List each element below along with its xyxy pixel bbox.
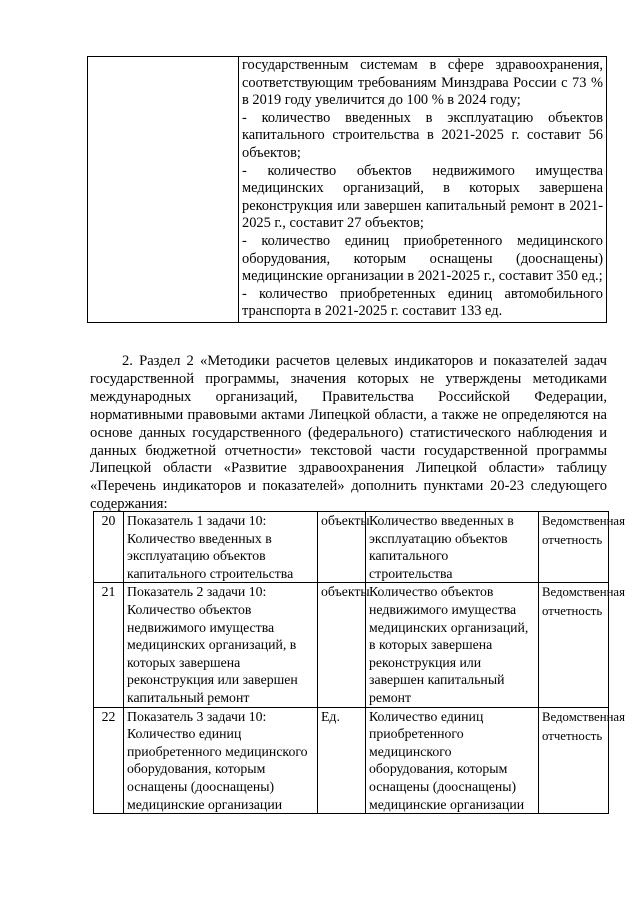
indicator-definition: Количество единиц приобретенного медицинского оборудования, которым оснащены (дооснащены) медицинские организации <box>366 707 539 814</box>
text-line: - количество объектов недвижимого имущества медицинских организаций, в которых завершена реконструкция или завершен капитальный ремонт в 2021-2025 г., составит 27 объектов; <box>242 162 603 232</box>
amendment-paragraph: 2. Раздел 2 «Методики расчетов целевых индикаторов и показателей задач государственной программы, значения которых не утверждены методиками международных организаций, Правительства Российской Федерации, нормативными правовыми актами Липецкой области, а также не определяются на основе данных государственного (федерального) статистического наблюдения и данных бюджетной отчетности» текстовой части государственной программы Липецкой области «Развитие здравоохранения Липецкой области» таблицу «Перечень индикаторов и показателей» дополнить пунктами 20-23 следующего содержания: <box>90 353 607 513</box>
table-row <box>94 512 609 583</box>
indicator-source: Ведомственная отчетность <box>539 707 609 814</box>
indicator-name: Показатель 1 задачи 10: Количество введенных в эксплуатацию объектов капитального строительства <box>124 512 318 583</box>
indicator-unit: объекты <box>318 583 366 707</box>
text-line: - количество приобретенных единиц автомобильного транспорта в 2021-2025 г. составит 133 ед. <box>242 285 603 320</box>
table-row <box>94 707 609 814</box>
indicator-unit: объекты <box>318 512 366 583</box>
row-number: 20 <box>94 512 124 583</box>
top-table-text-cell <box>239 57 607 323</box>
text-line: государственным системам в сфере здравоохранения, соответствующим требованиям Минздрава России с 73 % в 2019 году увеличится до 100 % в 2024 году; <box>242 57 603 109</box>
row-number: 22 <box>94 707 124 814</box>
indicator-source: Ведомственная отчетность <box>539 583 609 707</box>
top-table-left-cell <box>88 57 239 323</box>
indicator-unit: Ед. <box>318 707 366 814</box>
text-line: - количество введенных в эксплуатацию объектов капитального строительства в 2021-2025 г. составит 56 объектов; <box>242 109 603 161</box>
text-line: - количество единиц приобретенного медицинского оборудования, которым оснащены (дооснащены) медицинские организации в 2021-2025 г., составит 350 ед.; <box>242 232 603 285</box>
indicator-table <box>93 511 625 814</box>
indicator-source: Ведомственная отчетность <box>539 512 609 583</box>
indicator-definition: Количество введенных в эксплуатацию объектов капитального строительства <box>366 512 539 583</box>
top-table <box>87 56 607 323</box>
indicator-definition: Количество объектов недвижимого имущества медицинских организаций, в которых завершена реконструкция или завершен капитальный ремонт <box>366 583 539 707</box>
indicator-name: Показатель 3 задачи 10: Количество единиц приобретенного медицинского оборудования, которым оснащены (дооснащены) медицинские организации <box>124 707 318 814</box>
table-row <box>94 583 609 707</box>
row-number: 21 <box>94 583 124 707</box>
top-table-row <box>88 57 607 323</box>
indicator-name: Показатель 2 задачи 10: Количество объектов недвижимого имущества медицинских организаций, в которых завершена реконструкция или завершен капитальный ремонт <box>124 583 318 707</box>
